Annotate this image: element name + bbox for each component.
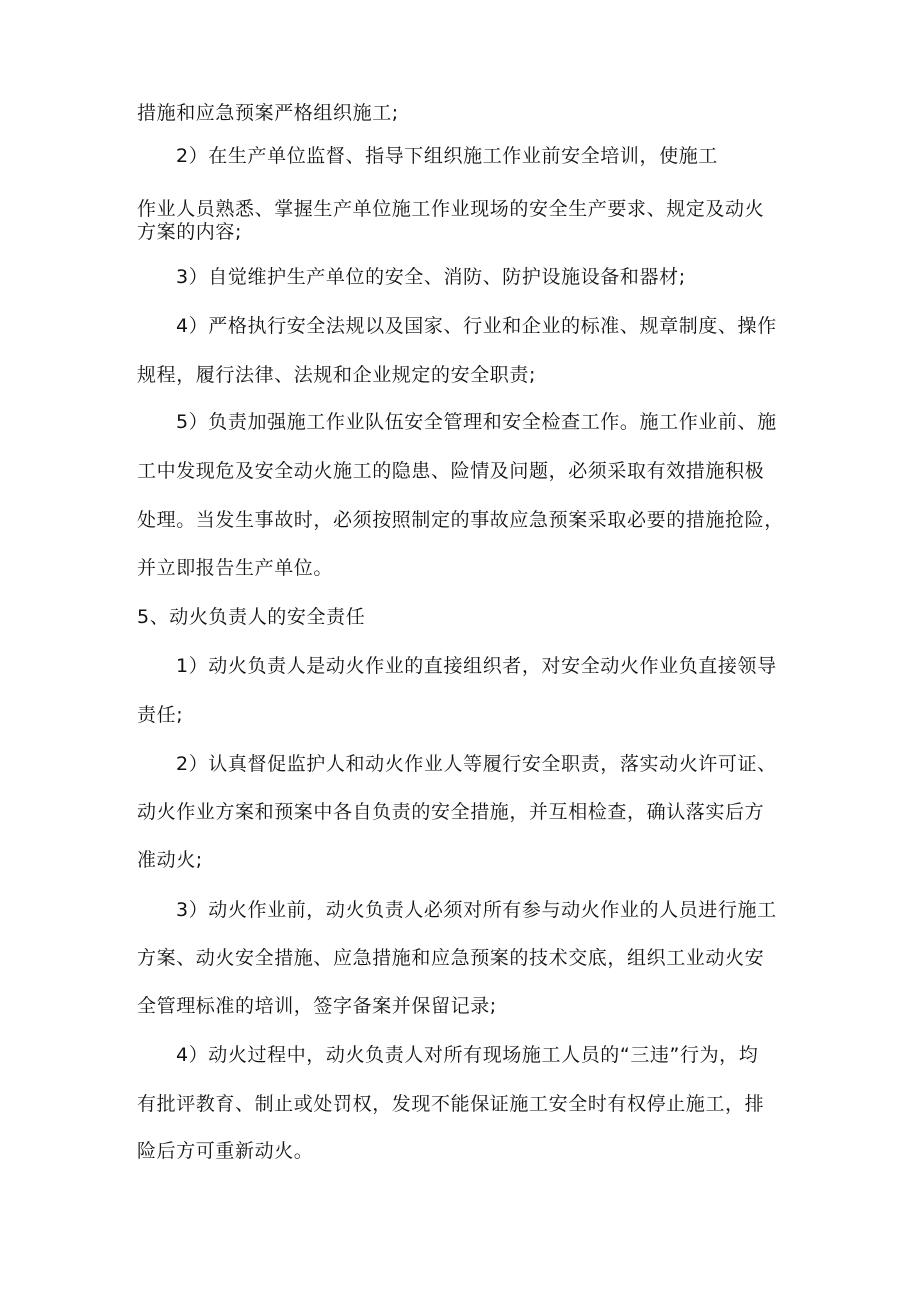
text-line: 动火作业方案和预案中各自负责的安全措施，并互相检查，确认落实后方	[137, 801, 765, 823]
text-line: 有批评教育、制止或处罚权，发现不能保证施工安全时有权停止施工，排	[137, 1093, 765, 1115]
text-line: 工中发现危及安全动火施工的隐患、险情及问题，必须采取有效措施积极	[137, 460, 765, 482]
text-line: 措施和应急预案严格组织施工;	[137, 102, 399, 124]
text-line: 险后方可重新动火。	[137, 1140, 314, 1162]
section-heading: 5、动火负责人的安全责任	[137, 606, 366, 628]
text-line: 4）严格执行安全法规以及国家、行业和企业的标准、规章制度、操作	[176, 315, 777, 337]
text-line: 方案、动火安全措施、应急措施和应急预案的技术交底，组织工业动火安	[137, 947, 765, 969]
text-line: 准动火;	[137, 849, 203, 871]
text-line: 责任;	[137, 704, 184, 726]
text-line: 2）在生产单位监督、指导下组织施工作业前安全培训，使施工	[176, 145, 718, 167]
text-line: 方案的内容;	[137, 221, 243, 243]
text-line: 3）动火作业前，动火负责人必须对所有参与动火作业的人员进行施工	[176, 899, 777, 921]
text-line: 规程，履行法律、法规和企业规定的安全职责;	[137, 364, 537, 386]
text-line: 5）负责加强施工作业队伍安全管理和安全检查工作。施工作业前、施	[176, 411, 777, 433]
text-line: 全管理标准的培训，签字备案并保留记录;	[137, 995, 497, 1017]
text-line: 作业人员熟悉、掌握生产单位施工作业现场的安全生产要求、规定及动火	[137, 198, 765, 220]
text-line: 处理。当发生事故时，必须按照制定的事故应急预案采取必要的措施抢险，	[137, 509, 784, 531]
text-line: 3）自觉维护生产单位的安全、消防、防护设施设备和器材;	[176, 266, 686, 288]
text-line: 1）动火负责人是动火作业的直接组织者，对安全动火作业负直接领导	[176, 655, 777, 677]
text-line: 4）动火过程中，动火负责人对所有现场施工人员的“三违”行为，均	[176, 1044, 759, 1066]
text-line: 并立即报告生产单位。	[137, 557, 334, 579]
text-line: 2）认真督促监护人和动火作业人等履行安全职责，落实动火许可证、	[176, 753, 777, 775]
